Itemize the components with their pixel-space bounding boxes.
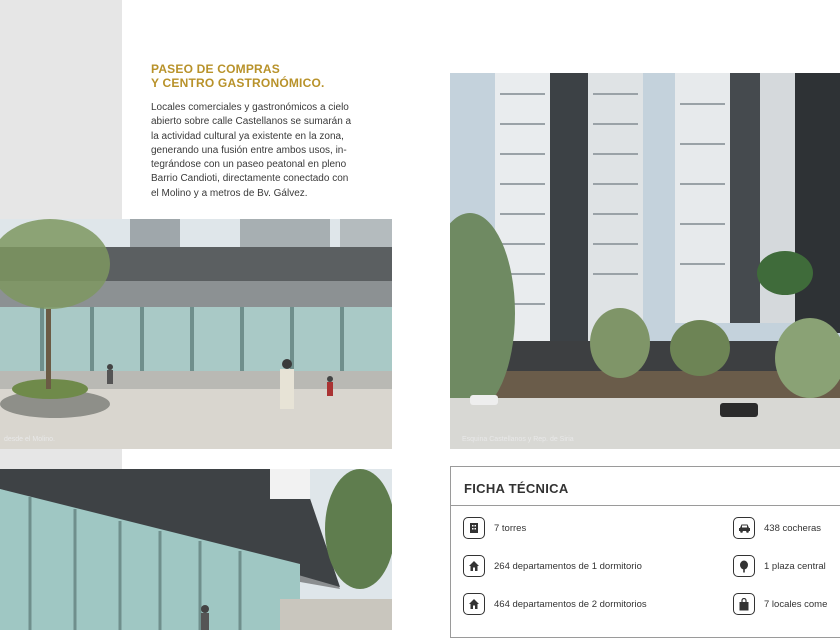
towers-photo-caption: Esquina Castellanos y Rep. de Siria bbox=[462, 436, 574, 443]
towers-render-photo bbox=[450, 73, 840, 449]
spec-label: 438 cocheras bbox=[764, 522, 822, 534]
heading-line-1: PASEO DE COMPRAS bbox=[151, 62, 280, 76]
spec-plaza bbox=[733, 555, 826, 577]
spec-shops bbox=[733, 593, 827, 615]
body-line: el Molino y a metros de Bv. Gálvez. bbox=[151, 187, 308, 199]
heading-line-2: Y CENTRO GASTRONÓMICO. bbox=[151, 76, 325, 90]
car-icon bbox=[733, 517, 755, 539]
spec-towers bbox=[463, 517, 526, 539]
spec-label: 7 locales come bbox=[764, 598, 828, 610]
plaza-photo-caption: desde el Molino. bbox=[4, 436, 55, 443]
tree-icon bbox=[733, 555, 755, 577]
spec-one-bedroom bbox=[463, 555, 642, 577]
body-line: Locales comerciales y gastronómicos a cielo bbox=[151, 102, 349, 113]
spec-label: 7 torres bbox=[494, 522, 527, 534]
plaza-render-photo bbox=[0, 219, 392, 449]
building-icon bbox=[463, 517, 485, 539]
spec-label: 264 departamentos de 1 dormitorio bbox=[494, 560, 642, 572]
body-line: generando una fusión entre ambos usos, in- bbox=[151, 144, 347, 156]
section-heading bbox=[151, 62, 325, 90]
body-line: abierto sobre calle Castellanos se sumarán a bbox=[151, 116, 352, 128]
house-icon bbox=[463, 593, 485, 615]
section-body bbox=[151, 101, 396, 201]
house-icon bbox=[463, 555, 485, 577]
ficha-title: FICHA TÉCNICA bbox=[464, 481, 569, 496]
body-line: tegrándose con un paseo peatonal en pleno bbox=[151, 159, 347, 171]
spec-label: 1 plaza central bbox=[764, 560, 826, 572]
arcade-render-photo bbox=[0, 469, 392, 630]
spec-parking bbox=[733, 517, 821, 539]
ficha-divider bbox=[451, 505, 840, 506]
spec-label: 464 departamentos de 2 dormitorios bbox=[494, 598, 647, 610]
spec-two-bedroom bbox=[463, 593, 647, 615]
body-line: Barrio Candioti, directamente conectado con bbox=[151, 173, 349, 185]
body-line: la actividad cultural ya existente en la zona, bbox=[151, 130, 344, 142]
ficha-tecnica-panel bbox=[450, 466, 840, 638]
shopping-bag-icon bbox=[733, 593, 755, 615]
